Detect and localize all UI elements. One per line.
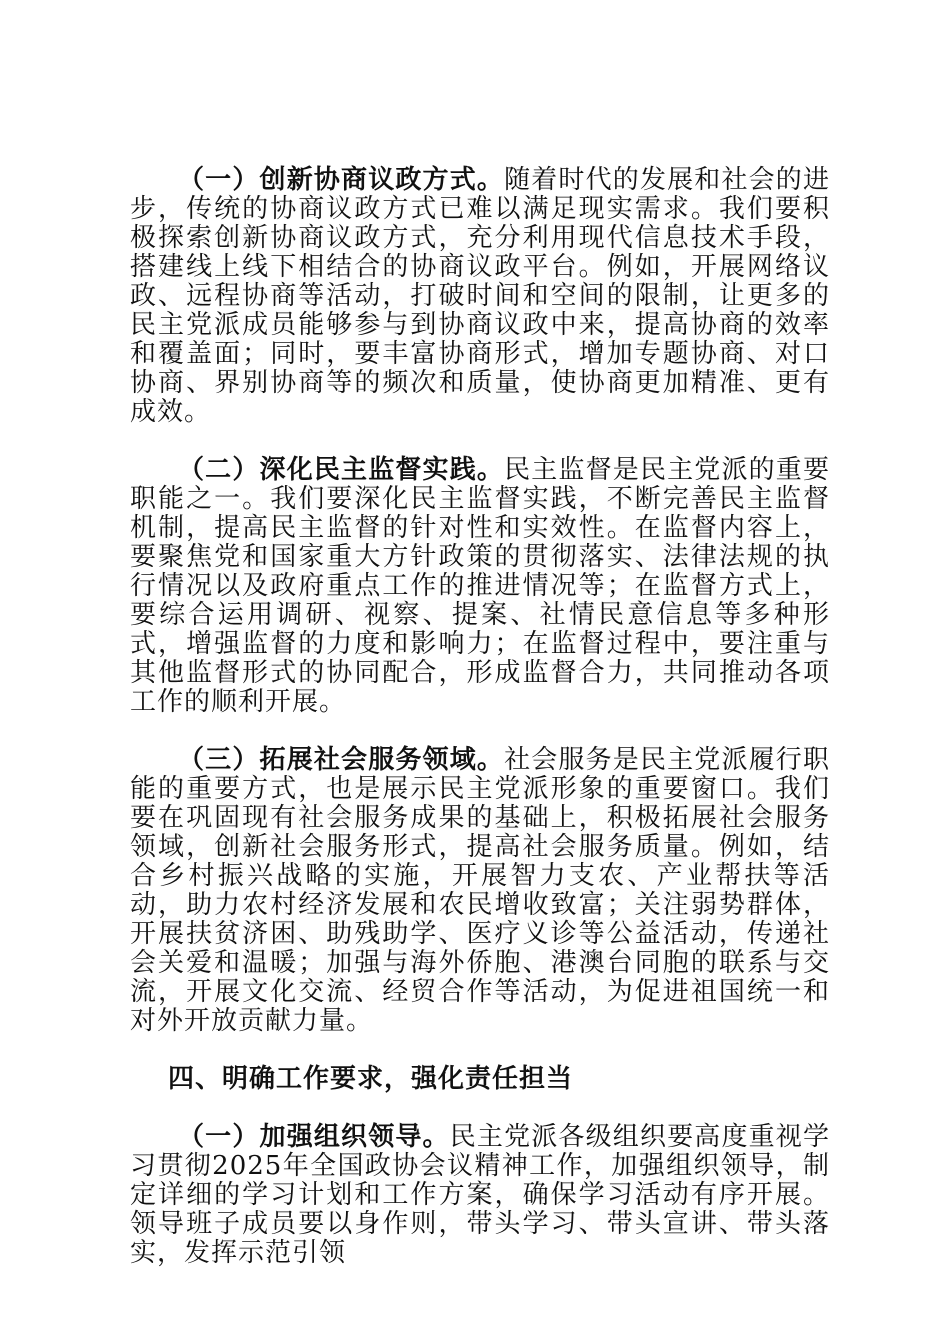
paragraph-lead: （三）拓展社会服务领域。: [178, 745, 505, 775]
section-heading: 四、明确工作要求，强化责任担当: [168, 1064, 574, 1094]
paragraph-social-service: [130, 746, 830, 1036]
document-page: [130, 166, 830, 1297]
paragraph-democratic-supervision: [130, 456, 830, 717]
paragraph-body: 社会服务是民主党派履行职能的重要方式，也是展示民主党派形象的重要窗口。我们要在巩固现有社会服务成果的基础上，积极拓展社会服务领域，创新社会服务形式，提高社会服务质量。例如，结合乡村振兴战略的实施，开展智力支农、产业帮扶等活动，助力农村经济发展和农民增收致富；关注弱势群体，开展扶贫济困、助残助学、医疗义诊等公益活动，传递社会关爱和温暖；加强与海外侨胞、港澳台同胞的联系与交流，开展文化交流、经贸合作等活动，为促进祖国统一和对外开放贡献力量。: [130, 745, 830, 1036]
paragraph-innovate-consultation: [130, 166, 830, 427]
paragraph-lead: （一）创新协商议政方式。: [178, 165, 505, 195]
paragraph-body: 随着时代的发展和社会的进步，传统的协商议政方式已难以满足现实需求。我们要积极探索创新协商议政方式，充分利用现代信息技术手段，搭建线上线下相结合的协商议政平台。例如，开展网络议政、远程协商等活动，打破时间和空间的限制，让更多的民主党派成员能够参与到协商议政中来，提高协商的效率和覆盖面；同时，要丰富协商形式，增加专题协商、对口协商、界别协商等的频次和质量，使协商更加精准、更有成效。: [130, 165, 830, 427]
paragraph-body: 民主党派各级组织要高度重视学习贯彻2025年全国政协会议精神工作，加强组织领导，制定详细的学习计划和工作方案，确保学习活动有序开展。领导班子成员要以身作则，带头学习、带头宣讲、带头落实，发挥示范引领: [130, 1122, 830, 1268]
paragraph-body: 民主监督是民主党派的重要职能之一。我们要深化民主监督实践，不断完善民主监督机制，提高民主监督的针对性和实效性。在监督内容上，要聚焦党和国家重大方针政策的贯彻落实、法律法规的执行情况以及政府重点工作的推进情况等；在监督方式上，要综合运用调研、视察、提案、社情民意信息等多种形式，增强监督的力度和影响力；在监督过程中，要注重与其他监督形式的协同配合，形成监督合力，共同推动各项工作的顺利开展。: [130, 455, 830, 717]
paragraph-lead: （一）加强组织领导。: [178, 1122, 450, 1152]
paragraph-organizational-leadership: [130, 1123, 830, 1268]
paragraph-lead: （二）深化民主监督实践。: [178, 455, 505, 485]
